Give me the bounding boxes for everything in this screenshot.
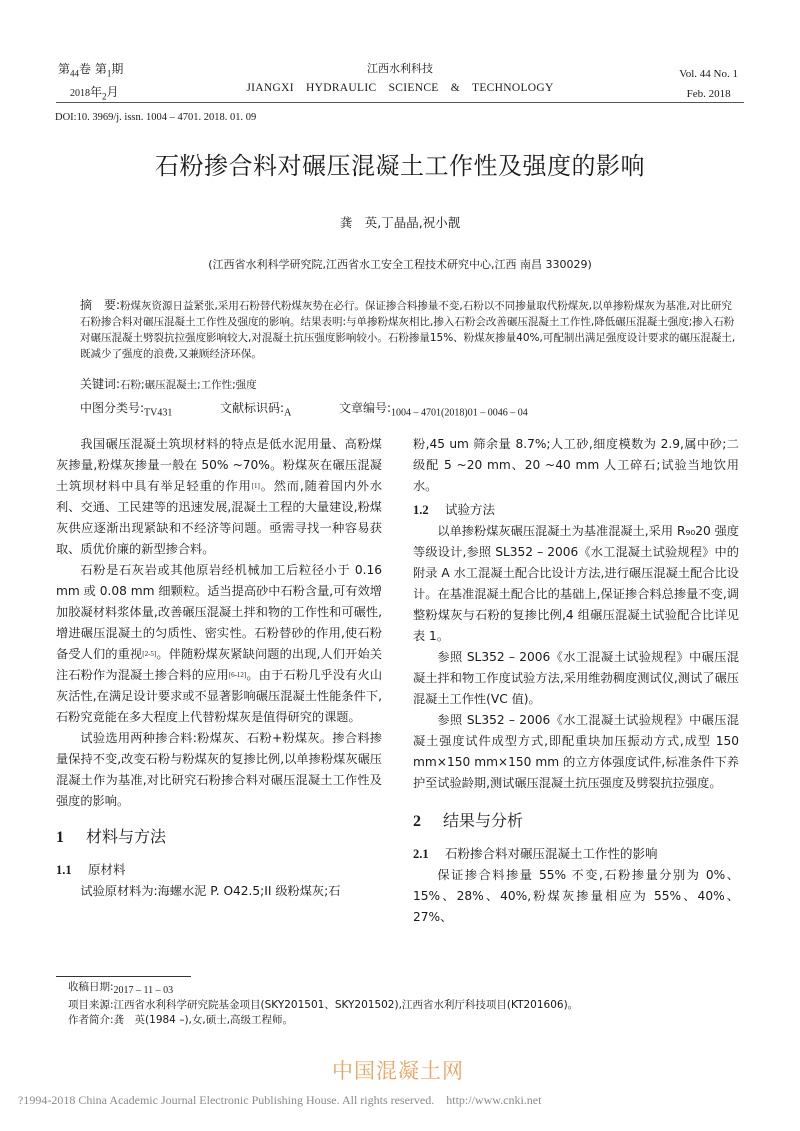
section-title: 石粉掺合料对碾压混凝土工作性的影响 xyxy=(445,846,658,861)
section-number: 1.2 xyxy=(413,503,429,517)
section-number: 1 xyxy=(56,829,64,846)
section-number: 2 xyxy=(413,813,421,830)
year-char: 年 xyxy=(90,85,103,100)
vol-en: Vol. 44 No. 1 xyxy=(679,68,738,80)
issue-info-en xyxy=(679,64,738,104)
received-date xyxy=(68,980,768,998)
paragraph xyxy=(413,710,739,794)
section-title: 原材料 xyxy=(88,862,126,877)
volume-issue xyxy=(58,60,123,83)
citation[interactable]: [2-5] xyxy=(142,650,157,658)
classification xyxy=(80,400,528,421)
footnotes xyxy=(68,980,768,1028)
section-title: 试验方法 xyxy=(445,502,496,517)
citation[interactable]: [6-12] xyxy=(228,671,247,679)
article-number-label: 文章编号: xyxy=(338,401,392,415)
paragraph xyxy=(413,521,739,647)
journal-name-cn: 江西水利科技 xyxy=(367,62,433,75)
section-number: 2.1 xyxy=(413,847,429,861)
body-left-column xyxy=(56,434,382,902)
header-divider xyxy=(56,102,744,103)
footnote-divider xyxy=(56,976,191,977)
year: 2018 xyxy=(70,88,90,100)
paragraph xyxy=(413,647,739,710)
paragraph-text: 石粉是石灰岩或其他原岩经机械加工后粒径小于 0.16 mm 或 0.08 mm 细颗粒。适当提高砂中石粉含量,可有效增加胶凝材料浆体量,改善碾压混凝土拌和物的工作性和可碾性,增进碾压混凝土的匀质性、密实性。石粉替砂的作用,使石粉备受人们的重视 xyxy=(56,563,382,661)
watermark: 中国混凝土网 xyxy=(332,1059,464,1083)
vol-mid: 卷 第 xyxy=(79,62,107,76)
paragraph-text: 参照 SL352 – 2006《水工混凝土试验规程》中碾压混凝土强度试件成型方式,即配重块加压振动方式,成型 150 mm×150 mm×150 mm 的立方体强度试件,标准条件下养护至试验龄期,测试碾压混凝土抗压强度及劈裂抗拉强度。 xyxy=(413,713,739,790)
keywords xyxy=(80,376,257,393)
doc-code-value: A xyxy=(284,407,292,419)
date-en: Feb. 2018 xyxy=(686,88,731,100)
section-heading-1 xyxy=(56,826,382,849)
paragraph xyxy=(413,434,739,497)
paragraph xyxy=(56,434,382,560)
paragraph-text: 参照 SL352 – 2006《水工混凝土试验规程》中碾压混凝土拌和物工作度试验方法,采用维勃稠度测试仪,测试了碾压混凝土工作性(VC 值)。 xyxy=(413,650,739,706)
author-label: 作者简介: xyxy=(68,1014,114,1027)
clc-label: 中图分类号: xyxy=(80,401,145,415)
body-right-column xyxy=(413,434,739,928)
article-number-value: 1004 – 4701(2018)01 – 0046 – 04 xyxy=(391,407,528,419)
journal-name-en: JIANGXI HYDRAULIC SCIENCE & TECHNOLOGY xyxy=(246,82,554,94)
paragraph-text: 保证掺合料掺量 55% 不变,石粉掺量分别为 0%、15%、28%、40%,粉煤灰掺量相应为 55%、40%、27%、 xyxy=(413,868,739,924)
issue-date xyxy=(58,83,123,106)
abstract-text: 粉煤灰资源日益紧张,采用石粉替代粉煤灰势在必行。保证掺合料掺量不变,石粉以不同掺量取代粉煤灰,以单掺粉煤灰为基准,对比研究石粉掺合料对碾压混凝土工作性及强度的影响。结果表明:与单掺粉煤灰相比,掺入石粉会改善碾压混凝土工作性,降低碾压混凝土强度;掺入石粉对碾压混凝土劈裂抗拉强度影响较大,对混凝土抗压强度影响较小。石粉掺量15%、粉煤灰掺量40%,可配制出满足强度设计要求的碾压混凝土,既减少了强度的浪费,又兼顾经济环保。 xyxy=(80,300,736,360)
section-number: 1.1 xyxy=(56,863,72,877)
affiliation: (江西省水利科学研究院,江西省水工安全工程技术研究中心,江西 南昌 330029) xyxy=(208,258,592,271)
citation[interactable]: [1] xyxy=(251,482,260,490)
fund-source xyxy=(68,998,768,1013)
paragraph-text: 试验原材料为:海螺水泥 P. O42.5;II 级粉煤灰;石 xyxy=(80,884,341,898)
keywords-text: 石粉;碾压混凝土;工作性;强度 xyxy=(120,379,257,391)
author-value: 龚 英(1984 –),女,硕士,高级工程师。 xyxy=(113,1014,294,1027)
issue-number: 1 xyxy=(106,68,112,79)
section-heading-2 xyxy=(413,810,739,833)
paragraph xyxy=(56,728,382,812)
paragraph xyxy=(56,881,382,902)
page-title: 石粉掺合料对碾压混凝土工作性及强度的影响 xyxy=(155,152,645,180)
paragraph-text: 粉,45 um 筛余量 8.7%;人工砂,细度模数为 2.9,属中砂;二级配 5 ~20 mm、20 ~40 mm 人工碎石;试验当地饮用水。 xyxy=(413,437,739,493)
author-bio xyxy=(68,1013,768,1028)
vol-number: 44 xyxy=(70,68,80,79)
issue-info xyxy=(58,60,123,107)
paragraph-text: 试验选用两种掺合料:粉煤灰、石粉+粉煤灰。掺合料掺量保持不变,改变石粉与粉煤灰的复掺比例,以单掺粉煤灰碾压混凝土作为基准,对比研究石粉掺合料对碾压混凝土工作性及强度的影响。 xyxy=(56,731,382,808)
month: 2 xyxy=(102,91,107,102)
paragraph xyxy=(56,560,382,728)
paragraph-text: 以单掺粉煤灰碾压混凝土为基准混凝土,采用 R₉₀20 强度等级设计,参照 SL352 – 2006《水工混凝土试验规程》中的附录 A 水工混凝土配合比设计方法,进行碾压混凝土配合比设计。在基准混凝土配合比的基础上,保证掺合料总掺量不变,调整粉煤灰与石粉的复掺比例,4 组碾压混凝土试验配合比详见表 1。 xyxy=(413,524,739,643)
section-heading-1-2 xyxy=(413,499,739,521)
paragraph-text: 。然而,随着国内外水利、交通、工民建等的迅速发展,混凝土工程的大量建设,粉煤灰供应逐渐出现紧缺和不经济等问题。亟需寻找一种容易获取、质优价廉的新型掺合料。 xyxy=(56,479,383,556)
month-char: 月 xyxy=(106,85,119,100)
section-heading-1-1 xyxy=(56,859,382,881)
paragraph xyxy=(413,865,739,928)
section-heading-2-1 xyxy=(413,843,739,865)
fund-label: 项目来源: xyxy=(68,999,114,1012)
abstract-label: 摘 要: xyxy=(80,298,121,312)
vol-prefix: 第 xyxy=(58,62,71,76)
abstract xyxy=(80,297,740,362)
doc-code-label: 文献标识码: xyxy=(220,401,285,415)
paragraph-text: 。由于石粉几乎没有火山灰活性,在满足设计要求或不显著影响碾压混凝土性能条件下,石粉究竟能在多大程度上代替粉煤灰是值得研究的课题。 xyxy=(56,668,383,724)
issue-suffix: 期 xyxy=(111,62,124,76)
keywords-label: 关键词: xyxy=(80,377,121,391)
paragraph-text: 我国碾压混凝土筑坝材料的特点是低水泥用量、高粉煤灰掺量,粉煤灰掺量一般在 50% ~70%。粉煤灰在碾压混凝土筑坝材料中具有举足轻重的作用 xyxy=(56,437,382,493)
received-label: 收稿日期: xyxy=(68,981,114,993)
doi[interactable]: DOI:10. 3969/j. issn. 1004 – 4701. 2018. 01. 09 xyxy=(55,112,257,123)
section-title: 材料与方法 xyxy=(86,827,167,846)
authors: 龚 英,丁晶晶,祝小靓 xyxy=(339,215,461,230)
paragraph-text: 。伴随粉煤灰紧缺问题的出现,人们开始关注石粉作为混凝土掺合料的应用 xyxy=(56,647,383,682)
clc-value: TV431 xyxy=(144,407,173,419)
received-value: 2017 – 11 – 03 xyxy=(113,985,174,997)
copyright-notice: ?1994-2018 China Academic Journal Electronic Publishing House. All rights reserved. http://www.cnki.net xyxy=(18,1093,542,1107)
fund-value: 江西省水利科学研究院基金项目(SKY201501、SKY201502),江西省水利厅科技项目(KT201606)。 xyxy=(113,999,579,1012)
journal-name xyxy=(220,60,580,98)
section-title: 结果与分析 xyxy=(443,811,524,830)
